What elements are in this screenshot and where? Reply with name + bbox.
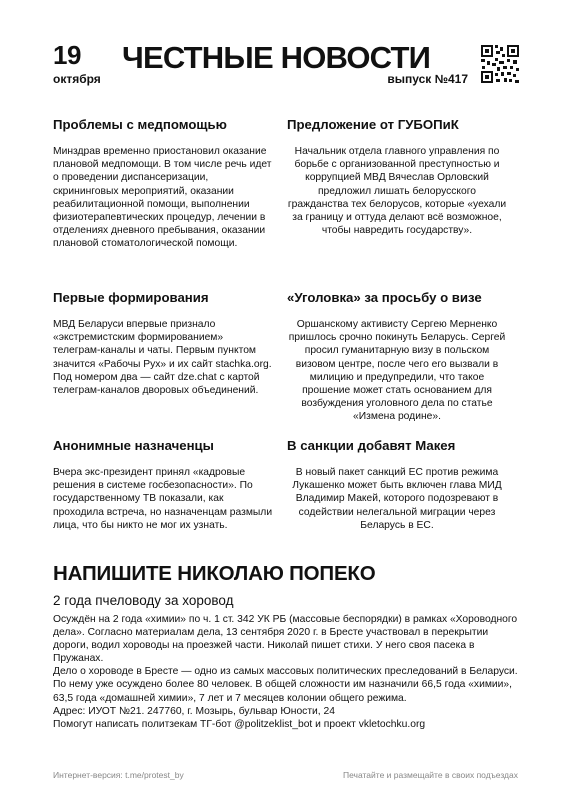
appeal-headline: НАПИШИТЕ НИКОЛАЮ ПОПЕКО <box>53 562 376 585</box>
masthead <box>50 40 520 102</box>
write-to-prisoner-section <box>53 562 523 731</box>
article-body: В новый пакет санкций ЕС против режима Лукашенко может быть включен глава МИД Владимир Макей, которого подозревают в содействии нелегальной миграции через Беларусь в ЕС. <box>292 467 502 531</box>
article-makei-sanctions <box>287 438 507 532</box>
article-title: Первые формирования <box>53 290 209 305</box>
article-body: Минздрав временно приостановил оказание плановой медпомощи. В том числе речь идет о проведении диспансеризации, скрининговых мероприятий, оказании реабилитационной помощи, выполнении физиотерапевтических процедур, лечении в отделениях дневного пребывания, оказании плановой стоматологической помощи. <box>53 146 272 250</box>
article-title: «Уголовка» за просьбу о визе <box>287 290 482 305</box>
appeal-subheadline: 2 года пчеловоду за хоровод <box>53 593 234 608</box>
article-body: Вчера экс-президент принял «кадровые решения в системе госбезопасности». По государственному ТВ показали, как проходила встреча, но назначенцам размыли лица, что бы никто не мог их узнать. <box>53 467 273 531</box>
issue-date-month: октября <box>53 72 101 86</box>
article-body: Начальник отдела главного управления по борьбе с организованной преступностью и коррупцией МВД Вячеслав Орловский предложил лишать белорусского гражданства тех белорусов, которые «уехали за границу и оттуда делают всё возможное, чтобы навредить государству». <box>287 146 507 237</box>
web-version-link[interactable]: Интернет-версия: t.me/protest_by <box>53 770 184 780</box>
article-visa-case <box>287 290 507 424</box>
article-medical-care <box>53 117 273 251</box>
article-body: Оршанскому активисту Сергею Мерненко пришлось срочно покинуть Беларусь. Сергей просил гуманитарную визу в польском визовом центре, после чего его вызвали в милицию и предупредили, что такое прошение может стать основанием для возбуждения уголовного дела по статье «Измена родине». <box>288 319 506 423</box>
appeal-paragraph: Осуждён на 2 года «химии» по ч. 1 ст. 342 УК РБ (массовые беспорядки) в рамках «Хороводного дела». Согласно материалам дела, 13 сентября 2020 г. в Бресте участвовал в перекрытии дороги, водил хороводы на проезжей части. Николай пишет стихи. У него своя пасека в Пружанах. <box>53 614 518 665</box>
help-links[interactable]: Помогут написать политзекам ТГ-бот @politzeklist_bot и проект vkletochku.org <box>53 718 426 730</box>
article-title: Анонимные назначенцы <box>53 438 214 453</box>
article-first-formations <box>53 290 273 397</box>
article-title: Предложение от ГУБОПиК <box>287 117 459 132</box>
print-and-share-note: Печатайте и размещайте в своих подъездах <box>342 770 518 780</box>
issue-number: выпуск №417 <box>387 72 468 86</box>
article-body: МВД Беларуси впервые признало «экстремистским формированием» телеграм-каналы и чаты. Первым пунктом значится «Рабочы Рух» и их сайт stachka.org. Под номером два — сайт dze.chat с картой телеграм-каналов дворовых объединений. <box>53 319 272 397</box>
article-gubopik-proposal <box>287 117 507 237</box>
appeal-paragraph: Дело о хороводе в Бресте — одно из самых массовых политических преследований в Беларуси. По нему уже осуждено более 80 человек. В общей сложности им назначили 66,5 года «химии», 63,5 года «домашней химии», 7 лет и 7 месяцев колонии общего режима. <box>53 666 518 704</box>
prison-address: Адрес: ИУОТ №21. 247760, г. Мозырь, бульвар Юности, 24 <box>53 705 335 717</box>
qr-code-icon[interactable] <box>480 44 520 84</box>
article-anonymous-appointees <box>53 438 273 532</box>
article-title: В санкции добавят Макея <box>287 438 456 453</box>
article-title: Проблемы с медпомощью <box>53 117 227 132</box>
issue-date-day: 19 <box>53 40 81 70</box>
newspaper-title: ЧЕСТНЫЕ НОВОСТИ <box>122 40 431 75</box>
